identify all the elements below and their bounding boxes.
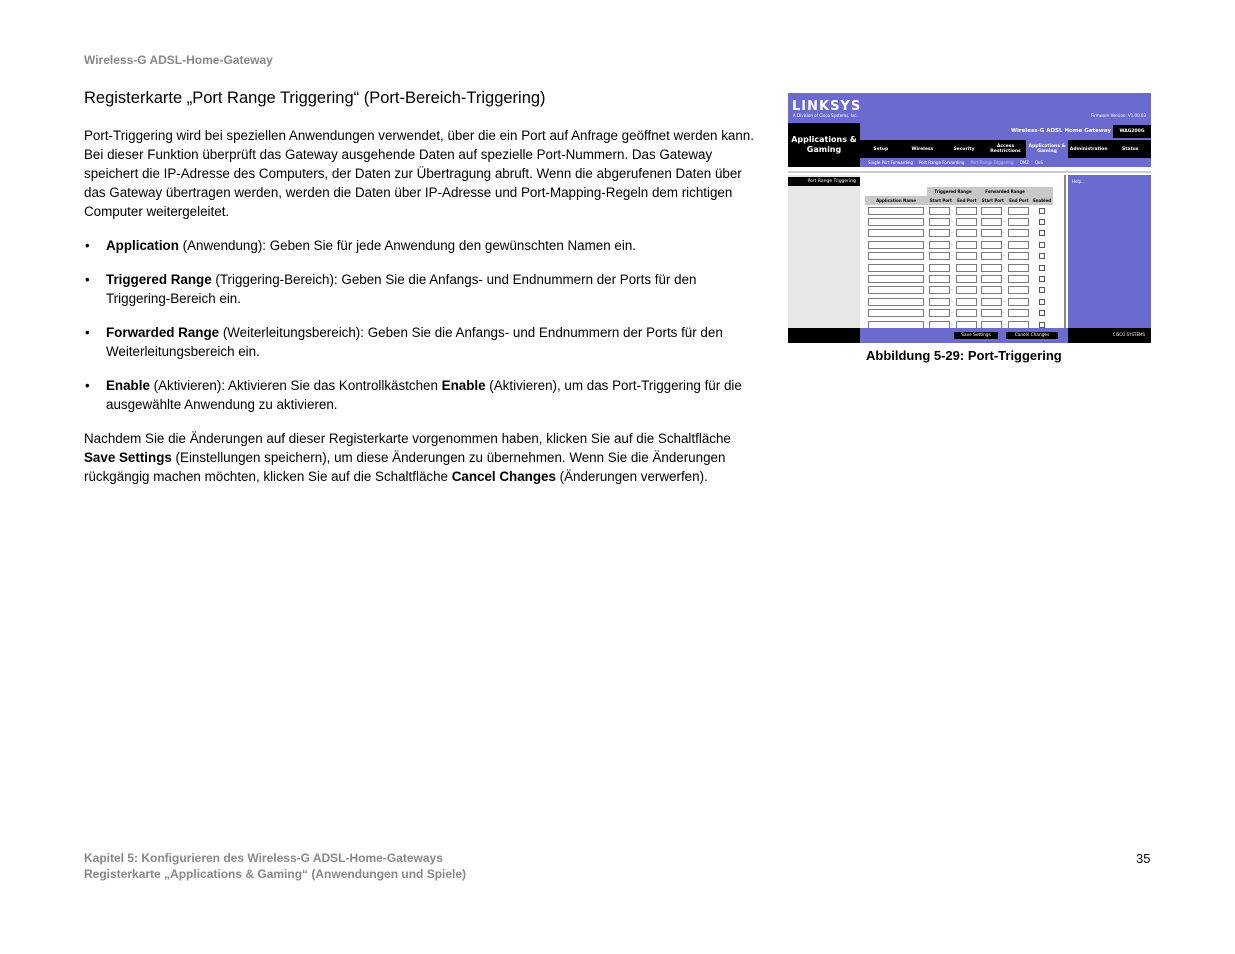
cell-fwd-start: - [979, 262, 1007, 273]
table-row [865, 273, 1053, 284]
running-header: Wireless-G ADSL-Home-Gateway [84, 53, 273, 67]
enabled-checkbox[interactable] [1039, 322, 1045, 328]
bullet-term: Forwarded Range [106, 325, 220, 340]
bullet-triggered-range [84, 270, 754, 308]
cell-fwd-start: - [979, 239, 1007, 250]
cell-fwd-start: - [979, 205, 1007, 216]
triggered-end-input[interactable] [956, 252, 977, 260]
cell-trig-start: - [927, 285, 955, 296]
closing-bold: Save Settings [84, 450, 172, 465]
tab-access-restrictions[interactable]: Access Restrictions [990, 144, 1021, 154]
cell-trig-end [955, 228, 979, 239]
cell-enabled [1031, 308, 1053, 319]
cell-fwd-end [1007, 296, 1031, 307]
cell-fwd-end [1007, 205, 1031, 216]
subtab-port-range-forwarding[interactable]: Port Range Forwarding [919, 160, 965, 165]
enabled-checkbox[interactable] [1039, 219, 1045, 225]
cell-fwd-start: - [979, 273, 1007, 284]
help-link[interactable]: Help... [1072, 179, 1085, 184]
triggered-start-input[interactable] [929, 264, 950, 272]
forwarded-start-input[interactable] [981, 275, 1002, 283]
enabled-checkbox[interactable] [1039, 310, 1045, 316]
bullet-list [84, 236, 754, 414]
forwarded-end-input[interactable] [1008, 298, 1029, 306]
cell-fwd-start: - [979, 285, 1007, 296]
section-title: Registerkarte „Port Range Triggering“ (Port-Bereich-Triggering) [84, 89, 546, 107]
product-name: Wireless-G ADSL Home Gateway [1010, 128, 1111, 134]
firmware-version: Firmware Version: V1.00.03 [1091, 113, 1146, 118]
cell-enabled [1031, 216, 1053, 227]
footer-chapter [84, 850, 466, 882]
enabled-checkbox[interactable] [1039, 287, 1045, 293]
cell-fwd-start: - [979, 216, 1007, 227]
subtab-qos[interactable]: QoS [1034, 160, 1044, 165]
tab-applications-gaming[interactable]: Applications & Gaming [1026, 140, 1068, 158]
closing-paragraph [84, 429, 754, 486]
cisco-logo: CISCO SYSTEMS [1112, 332, 1145, 337]
application-name-input[interactable] [868, 275, 924, 283]
bullet-text: (Aktivieren), um das Port-Triggering für die ausgewählte Anwendung zu aktivieren. [106, 378, 742, 412]
table-row [865, 239, 1053, 250]
closing-text: Nachdem Sie die Änderungen auf dieser Registerkarte vorgenommen haben, klicken Sie auf die Schaltfläche [84, 431, 731, 446]
cell-application [865, 285, 927, 296]
help-pane [1068, 175, 1151, 328]
cell-enabled [1031, 273, 1053, 284]
bullet-enable [84, 376, 754, 414]
triggered-end-input[interactable] [956, 229, 977, 237]
sub-tabs [860, 158, 1151, 167]
table-column-header [865, 196, 1053, 205]
cell-fwd-end [1007, 285, 1031, 296]
triggered-start-input[interactable] [929, 298, 950, 306]
cell-trig-end [955, 273, 979, 284]
forwarded-end-input[interactable] [1008, 252, 1029, 260]
triggered-end-input[interactable] [956, 275, 977, 283]
page-number: 35 [1136, 851, 1151, 866]
cell-trig-start: - [927, 262, 955, 273]
cell-application [865, 308, 927, 319]
bullet-text: (Aktivieren): Aktivieren Sie das Kontrollkästchen [149, 378, 442, 393]
cell-trig-start: - [927, 308, 955, 319]
tab-setup[interactable]: Setup [873, 146, 889, 152]
tab-security[interactable]: Security [953, 146, 975, 152]
triggered-start-input[interactable] [929, 309, 950, 317]
cell-enabled [1031, 262, 1053, 273]
save-settings-button[interactable]: Save Settings [954, 332, 998, 339]
cell-fwd-end [1007, 228, 1031, 239]
bullet-term: Application [106, 238, 179, 253]
col-forwarded-start: Start Port [979, 196, 1007, 205]
triggered-end-input[interactable] [956, 241, 977, 249]
forwarded-start-input[interactable] [981, 229, 1002, 237]
bullet-term: Triggered Range [106, 272, 212, 287]
forwarded-start-input[interactable] [981, 286, 1002, 294]
col-forwarded-end: End Port [1007, 196, 1031, 205]
logo-subtitle: A Division of Cisco Systems, Inc. [793, 113, 858, 118]
application-name-input[interactable] [868, 309, 924, 317]
bullet-application [84, 236, 754, 255]
col-group-triggered: Triggered Range [927, 187, 979, 196]
forwarded-end-input[interactable] [1008, 241, 1029, 249]
enabled-checkbox[interactable] [1039, 242, 1045, 248]
bullet-term: Enable [106, 378, 150, 393]
triggered-start-input[interactable] [929, 241, 950, 249]
cell-enabled [1031, 285, 1053, 296]
section-label: Applications & Gaming [788, 123, 860, 167]
triggered-end-input[interactable] [956, 286, 977, 294]
tab-wireless[interactable]: Wireless [911, 146, 934, 152]
application-name-input[interactable] [868, 207, 924, 215]
left-pane [788, 175, 860, 328]
intro-paragraph: Port-Triggering wird bei speziellen Anwendungen verwendet, über die ein Port auf Anfrage geöffnet werden kann. Bei dieser Funktion überprüft das Gateway ausgehende Daten auf spezielle Port-Nummern. Das Gateway speichert die IP-Adresse des Computers, der Daten zur Übertragung abruft. Wenn die abgerufenen Daten über das Gateway übertragen werden, werden die Daten über IP-Adresse und Port-Mapping-Regeln dem richtigen Computer weitergeleitet. [84, 128, 754, 219]
cell-application [865, 228, 927, 239]
application-name-input[interactable] [868, 229, 924, 237]
cell-application [865, 205, 927, 216]
cell-trig-start: - [927, 239, 955, 250]
cell-fwd-end [1007, 216, 1031, 227]
table-row [865, 228, 1053, 239]
forwarded-end-input[interactable] [1008, 218, 1029, 226]
forwarded-end-input[interactable] [1008, 264, 1029, 272]
forwarded-end-input[interactable] [1008, 286, 1029, 294]
router-header [788, 93, 1151, 123]
table-row [865, 216, 1053, 227]
triggered-start-input[interactable] [929, 275, 950, 283]
cell-fwd-start: - [979, 308, 1007, 319]
cell-application [865, 239, 927, 250]
col-group-forwarded: Forwarded Range [979, 187, 1031, 196]
cell-enabled [1031, 296, 1053, 307]
divider [788, 171, 1151, 173]
cell-trig-start: - [927, 228, 955, 239]
router-screenshot [788, 93, 1151, 343]
footer-line-2: Registerkarte „Applications & Gaming“ (Anwendungen und Spiele) [84, 867, 467, 881]
cell-enabled [1031, 251, 1053, 262]
cell-trig-start: - [927, 319, 955, 330]
enabled-checkbox[interactable] [1039, 265, 1045, 271]
cell-enabled [1031, 228, 1053, 239]
triggered-end-input[interactable] [956, 309, 977, 317]
pane-separator [1064, 175, 1066, 328]
triggered-start-input[interactable] [929, 252, 950, 260]
enabled-checkbox[interactable] [1039, 299, 1045, 305]
cell-application [865, 296, 927, 307]
forwarded-end-input[interactable] [1008, 229, 1029, 237]
application-name-input[interactable] [868, 286, 924, 294]
tab-administration[interactable]: Administration [1069, 146, 1108, 152]
cell-enabled [1031, 205, 1053, 216]
subtab-port-range-triggering[interactable]: Port Range Triggering [970, 160, 1014, 165]
footer-line-1: Kapitel 5: Konfigurieren des Wireless-G ADSL-Home-Gateways [84, 851, 443, 865]
cell-trig-end [955, 308, 979, 319]
enabled-checkbox[interactable] [1039, 276, 1045, 282]
table-row [865, 205, 1053, 216]
tab-status[interactable]: Status [1122, 146, 1139, 152]
cell-trig-start: - [927, 205, 955, 216]
forwarded-end-input[interactable] [1008, 275, 1029, 283]
cell-fwd-start: - [979, 296, 1007, 307]
left-heading: Port Range Triggering [788, 177, 860, 186]
cell-application [865, 262, 927, 273]
cell-trig-end [955, 205, 979, 216]
cell-trig-start: - [927, 296, 955, 307]
table-row [865, 296, 1053, 307]
triggered-end-input[interactable] [956, 218, 977, 226]
enabled-checkbox[interactable] [1039, 230, 1045, 236]
enabled-checkbox[interactable] [1039, 253, 1045, 259]
linksys-logo: LINKSYS [792, 99, 862, 114]
forwarded-start-input[interactable] [981, 298, 1002, 306]
subtab-single-port-forwarding[interactable]: Single Port Forwarding [868, 160, 914, 165]
forwarded-start-input[interactable] [981, 252, 1002, 260]
application-name-input[interactable] [868, 241, 924, 249]
col-enabled: Enabled [1032, 198, 1052, 203]
closing-bold: Cancel Changes [451, 469, 556, 484]
enabled-checkbox[interactable] [1039, 208, 1045, 214]
bullet-forwarded-range [84, 323, 754, 361]
cell-application [865, 216, 927, 227]
product-bar [860, 123, 1151, 140]
forwarded-start-input[interactable] [981, 218, 1002, 226]
table-row [865, 285, 1053, 296]
cell-trig-end [955, 285, 979, 296]
triggered-end-input[interactable] [956, 298, 977, 306]
application-name-input[interactable] [868, 298, 924, 306]
forwarded-end-input[interactable] [1008, 309, 1029, 317]
cell-fwd-end [1007, 273, 1031, 284]
bullet-text: (Triggering-Bereich): Geben Sie die Anfangs- und Endnummern der Ports für den Triggering-Bereich ein. [106, 272, 697, 306]
forwarded-end-input[interactable] [1008, 207, 1029, 215]
cell-application [865, 273, 927, 284]
forwarded-start-input[interactable] [981, 264, 1002, 272]
cell-trig-start: - [927, 273, 955, 284]
main-tabs [860, 140, 1151, 158]
cell-fwd-start: - [979, 319, 1007, 330]
cell-trig-end [955, 216, 979, 227]
figure-caption: Abbildung 5-29: Port-Triggering [866, 348, 1062, 363]
application-name-input[interactable] [868, 264, 924, 272]
cell-trig-end [955, 262, 979, 273]
forwarded-start-input[interactable] [981, 241, 1002, 249]
cell-fwd-end [1007, 239, 1031, 250]
forwarded-start-input[interactable] [981, 207, 1002, 215]
table-row [865, 308, 1053, 319]
table-blank [1031, 187, 1053, 196]
cell-trig-end [955, 296, 979, 307]
cell-fwd-end [1007, 251, 1031, 262]
model-number: WAG200G [1113, 125, 1151, 138]
cell-fwd-end [1007, 262, 1031, 273]
table-group-header [865, 187, 1053, 196]
cell-application [865, 251, 927, 262]
port-triggering-table [865, 187, 1053, 330]
subtab-dmz[interactable]: DMZ [1019, 160, 1029, 165]
cell-trig-start: - [927, 216, 955, 227]
triggered-start-input[interactable] [929, 229, 950, 237]
cell-trig-end [955, 251, 979, 262]
triggered-end-input[interactable] [956, 264, 977, 272]
forwarded-start-input[interactable] [981, 309, 1002, 317]
bullet-text: (Anwendung): Geben Sie für jede Anwendung den gewünschten Namen ein. [178, 238, 636, 253]
cell-fwd-start: - [979, 251, 1007, 262]
cell-fwd-end [1007, 308, 1031, 319]
col-application-name: Application Name [865, 196, 927, 205]
cell-trig-start: - [927, 251, 955, 262]
col-triggered-end: End Port [955, 196, 979, 205]
col-triggered-start: Start Port [927, 196, 955, 205]
table-blank [865, 187, 927, 196]
body-text [84, 126, 754, 501]
cancel-changes-button[interactable]: Cancel Changes [1006, 332, 1058, 339]
triggered-start-input[interactable] [929, 207, 950, 215]
triggered-start-input[interactable] [929, 218, 950, 226]
table-row [865, 262, 1053, 273]
bullet-term: Enable [441, 378, 486, 393]
closing-text: (Einstellungen speichern), um diese Änderungen zu übernehmen. Wenn Sie die Änderungen rückgängig machen möchten, klicken Sie auf die Schaltfläche [84, 450, 726, 484]
closing-text: (Änderungen verwerfen). [555, 469, 708, 484]
application-name-input[interactable] [868, 218, 924, 226]
bullet-text: (Weiterleitungsbereich): Geben Sie die Anfangs- und Endnummern der Ports für den Weiterleitungsbereich ein. [106, 325, 723, 359]
application-name-input[interactable] [868, 252, 924, 260]
table-row [865, 251, 1053, 262]
cell-fwd-start: - [979, 228, 1007, 239]
triggered-end-input[interactable] [956, 207, 977, 215]
triggered-start-input[interactable] [929, 286, 950, 294]
cell-enabled [1031, 239, 1053, 250]
cell-trig-end [955, 239, 979, 250]
